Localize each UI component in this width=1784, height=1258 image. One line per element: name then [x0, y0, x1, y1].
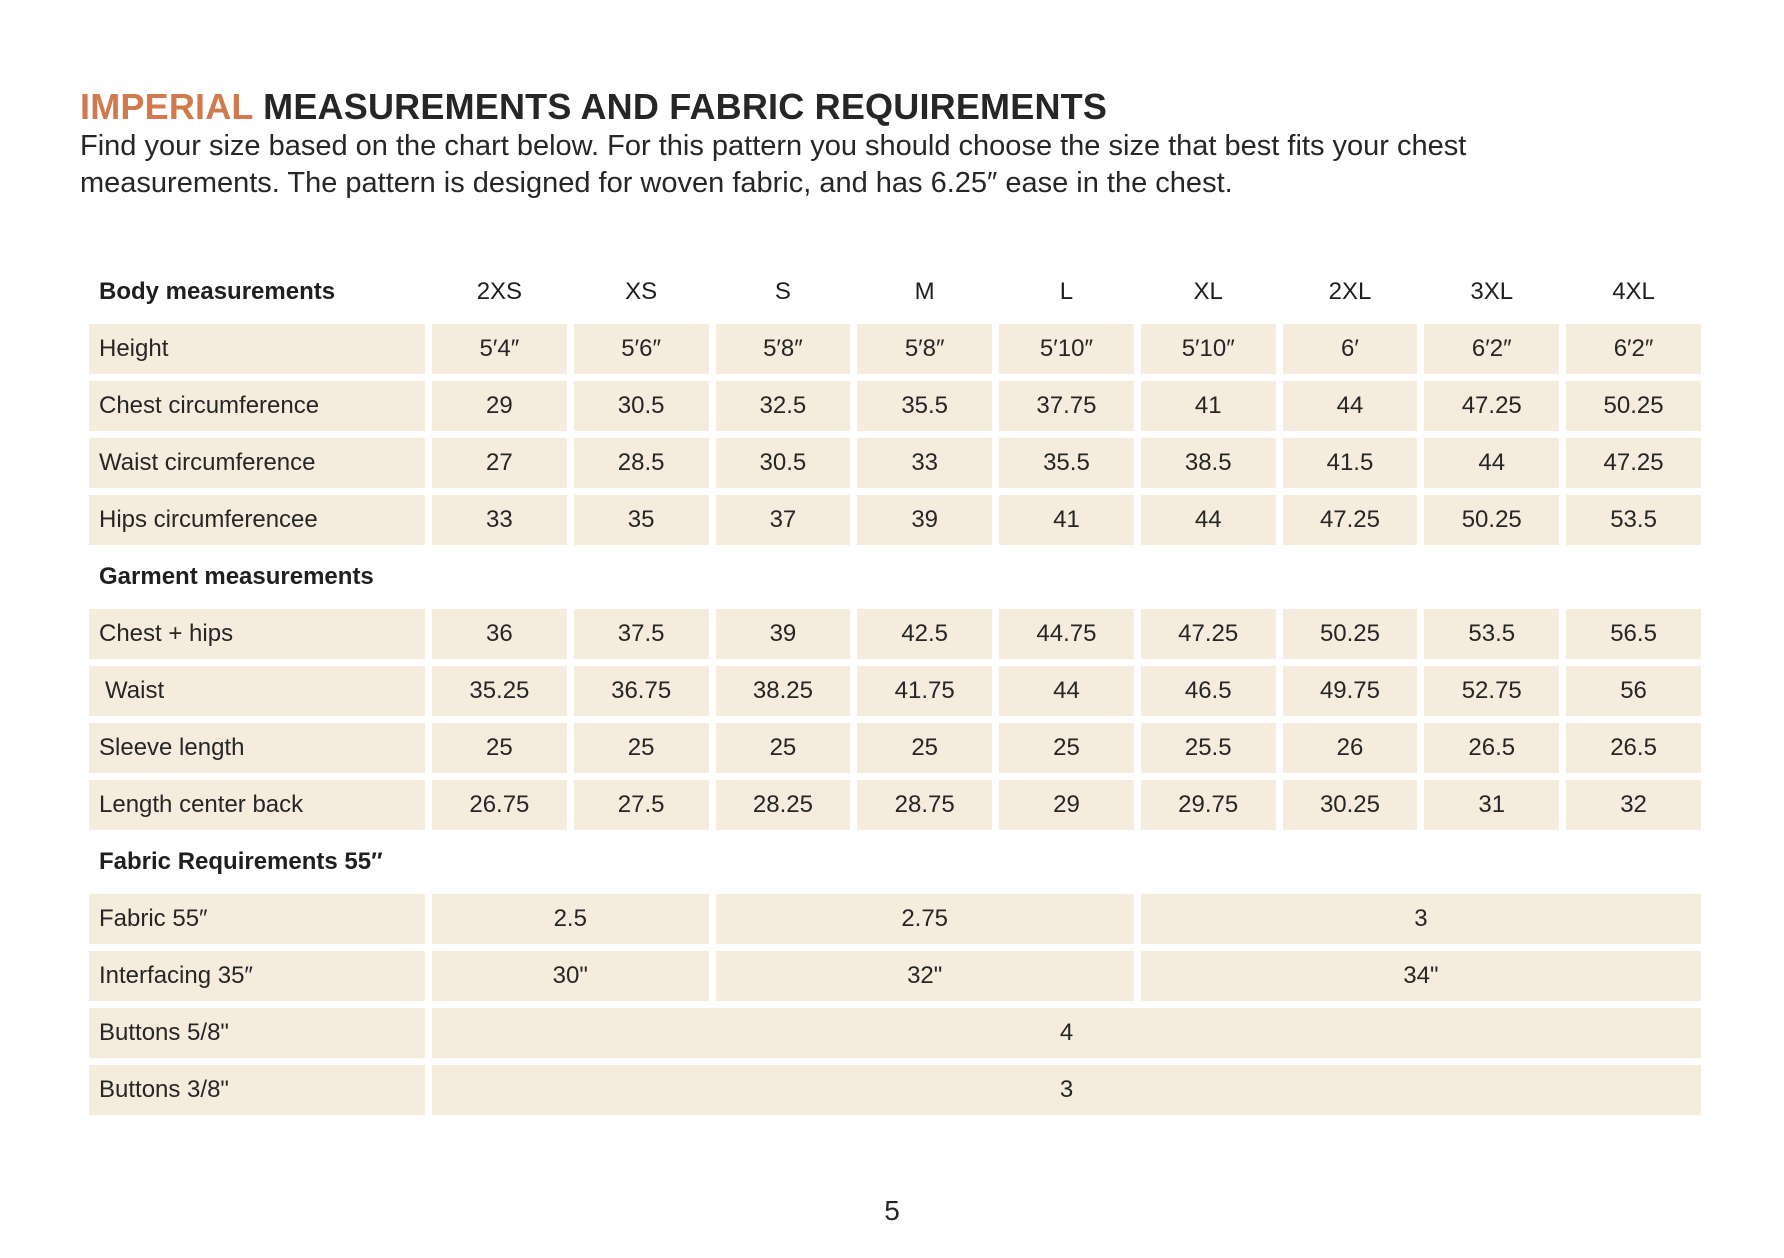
table-cell: 25.5 — [1141, 723, 1276, 773]
table-cell: 44 — [1424, 438, 1559, 488]
table-cell: 25 — [432, 723, 567, 773]
table-cell: 53.5 — [1566, 495, 1701, 545]
row-label: Buttons 5/8" — [89, 1008, 425, 1058]
size-column-header: 2XL — [1328, 278, 1372, 305]
table-cell: 42.5 — [857, 609, 992, 659]
table-cell: 2.75 — [716, 894, 1134, 944]
row-label: Chest circumference — [89, 381, 425, 431]
row-label: Chest + hips — [89, 609, 425, 659]
garment-measurements-heading: Garment measurements — [99, 563, 374, 590]
table-cell: 32.5 — [716, 381, 851, 431]
table-cell: 6′2″ — [1424, 324, 1559, 374]
fabric-requirements-heading: Fabric Requirements 55″ — [99, 848, 383, 875]
body-measurements-heading: Body measurements — [99, 278, 336, 305]
table-row — [89, 324, 1701, 374]
row-label: Interfacing 35″ — [89, 951, 425, 1001]
table-cell: 6′ — [1283, 324, 1418, 374]
table-cell: 52.75 — [1424, 666, 1559, 716]
table-cell: 28.25 — [716, 780, 851, 830]
table-cell: 53.5 — [1424, 609, 1559, 659]
table-cell: 33 — [432, 495, 567, 545]
size-column-header: M — [914, 278, 935, 305]
size-header-row — [89, 267, 1701, 317]
section-heading-row — [89, 837, 1701, 887]
size-column-header: 3XL — [1470, 278, 1514, 305]
table-cell: 35 — [574, 495, 709, 545]
table-cell: 2.5 — [432, 894, 709, 944]
table-cell: 29 — [432, 381, 567, 431]
table-cell: 36.75 — [574, 666, 709, 716]
table-cell: 5′10″ — [1141, 324, 1276, 374]
table-cell: 36 — [432, 609, 567, 659]
table-cell: 39 — [716, 609, 851, 659]
size-column-header: XS — [625, 278, 658, 305]
table-cell: 5′4″ — [432, 324, 567, 374]
table-cell: 25 — [574, 723, 709, 773]
row-label: Buttons 3/8" — [89, 1065, 425, 1115]
table-cell: 47.25 — [1424, 381, 1559, 431]
table-cell: 26 — [1283, 723, 1418, 773]
size-column-header: 4XL — [1612, 278, 1655, 305]
table-cell: 37.75 — [999, 381, 1134, 431]
size-column-header: L — [1059, 278, 1074, 305]
size-chart-body — [89, 267, 1701, 1115]
size-chart-table — [82, 260, 1708, 1122]
table-cell: 38.5 — [1141, 438, 1276, 488]
table-cell: 30.5 — [716, 438, 851, 488]
table-cell: 33 — [857, 438, 992, 488]
table-cell: 26.5 — [1424, 723, 1559, 773]
table-cell: 26.5 — [1566, 723, 1701, 773]
intro-paragraph: Find your size based on the chart below. For this pattern you should choose the size that best fits your chest measurements. The pattern is designed for woven fabric, and has 6.25″ ease in the chest. — [80, 130, 1467, 199]
table-cell: 30.5 — [574, 381, 709, 431]
row-label: Sleeve length — [89, 723, 425, 773]
table-cell: 47.25 — [1566, 438, 1701, 488]
table-cell: 3 — [1141, 894, 1701, 944]
table-row — [89, 1008, 1701, 1058]
table-cell: 37.5 — [574, 609, 709, 659]
table-row — [89, 1065, 1701, 1115]
table-cell: 3 — [432, 1065, 1701, 1115]
table-cell: 4 — [432, 1008, 1701, 1058]
table-cell: 32 — [1566, 780, 1701, 830]
size-column-header: S — [774, 278, 791, 305]
title-accent: IMPERIAL — [80, 86, 253, 127]
table-cell: 41.5 — [1283, 438, 1418, 488]
table-cell: 47.25 — [1141, 609, 1276, 659]
size-column-header: 2XS — [476, 278, 523, 305]
table-cell: 25 — [716, 723, 851, 773]
table-cell: 44 — [999, 666, 1134, 716]
table-cell: 27 — [432, 438, 567, 488]
table-cell: 6′2″ — [1566, 324, 1701, 374]
table-cell: 41 — [1141, 381, 1276, 431]
table-cell: 47.25 — [1283, 495, 1418, 545]
table-row — [89, 666, 1701, 716]
table-cell: 49.75 — [1283, 666, 1418, 716]
table-cell: 44.75 — [999, 609, 1134, 659]
size-column-header: XL — [1193, 278, 1223, 305]
table-cell: 5′10″ — [999, 324, 1134, 374]
table-cell: 5′6″ — [574, 324, 709, 374]
table-cell: 5′8″ — [716, 324, 851, 374]
table-cell: 29 — [999, 780, 1134, 830]
table-cell: 34" — [1141, 951, 1701, 1001]
table-cell: 37 — [716, 495, 851, 545]
page-title — [80, 86, 1107, 128]
table-cell: 46.5 — [1141, 666, 1276, 716]
table-row — [89, 723, 1701, 773]
row-label: Height — [89, 324, 425, 374]
table-cell: 30" — [432, 951, 709, 1001]
table-cell: 30.25 — [1283, 780, 1418, 830]
title-rest: MEASUREMENTS AND FABRIC REQUIREMENTS — [263, 86, 1108, 127]
table-row — [89, 609, 1701, 659]
table-cell: 44 — [1283, 381, 1418, 431]
table-cell: 32" — [716, 951, 1134, 1001]
row-label: Length center back — [89, 780, 425, 830]
section-heading-row — [89, 552, 1701, 602]
table-cell: 41.75 — [857, 666, 992, 716]
table-cell: 29.75 — [1141, 780, 1276, 830]
table-row — [89, 438, 1701, 488]
table-cell: 28.5 — [574, 438, 709, 488]
row-label: Waist circumference — [89, 438, 425, 488]
table-cell: 50.25 — [1283, 609, 1418, 659]
table-cell: 56.5 — [1566, 609, 1701, 659]
table-row — [89, 495, 1701, 545]
table-cell: 41 — [999, 495, 1134, 545]
table-cell: 35.5 — [999, 438, 1134, 488]
table-cell: 50.25 — [1424, 495, 1559, 545]
table-row — [89, 951, 1701, 1001]
table-cell: 26.75 — [432, 780, 567, 830]
table-cell: 25 — [999, 723, 1134, 773]
table-cell: 35.5 — [857, 381, 992, 431]
table-cell: 44 — [1141, 495, 1276, 545]
table-cell: 25 — [857, 723, 992, 773]
table-cell: 27.5 — [574, 780, 709, 830]
table-cell: 39 — [857, 495, 992, 545]
table-row — [89, 381, 1701, 431]
table-cell: 35.25 — [432, 666, 567, 716]
row-label: Waist — [89, 666, 425, 716]
table-cell: 38.25 — [716, 666, 851, 716]
table-cell: 31 — [1424, 780, 1559, 830]
table-cell: 56 — [1566, 666, 1701, 716]
table-row — [89, 780, 1701, 830]
row-label: Fabric 55″ — [89, 894, 425, 944]
table-row — [89, 894, 1701, 944]
row-label: Hips circumferencee — [89, 495, 425, 545]
page-number: 5 — [884, 1195, 900, 1226]
table-cell: 28.75 — [857, 780, 992, 830]
table-cell: 50.25 — [1566, 381, 1701, 431]
table-cell: 5′8″ — [857, 324, 992, 374]
